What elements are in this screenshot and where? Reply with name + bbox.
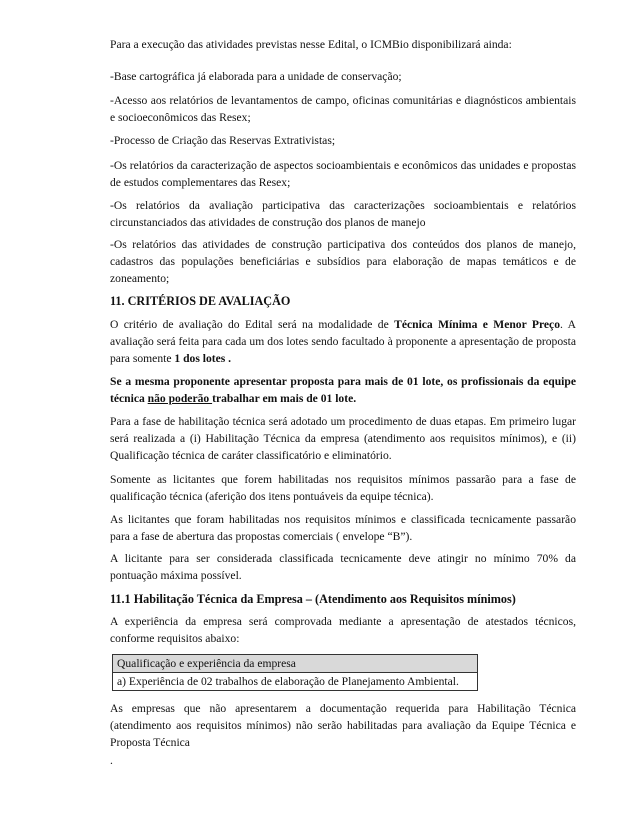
paragraph-processo: -Processo de Criação das Reservas Extrativistas; (110, 134, 336, 147)
section-heading-11-1: 11.1 Habilitação Técnica da Empresa – (Atendimento aos Requisitos mínimos) (110, 592, 516, 606)
criterio-text-a: O critério de avaliação do Edital será na modalidade de (110, 318, 395, 331)
paragraph-aviso-lote (110, 373, 576, 407)
section-heading-11: 11. CRITÉRIOS DE AVALIAÇÃO (110, 294, 291, 308)
aviso-text-a: Se a mesma proponente apresentar proposta para mais de 01 lote, os profissionais da equipe técnica (110, 375, 576, 405)
criterio-modalidade: Técnica Mínima e Menor Preço (394, 318, 560, 331)
paragraph-licitantes-habilitadas: As licitantes que foram habilitadas nos requisitos mínimos e classificada tecnicamente passarão para a fase de abertura das propostas comerciais ( envelope “B”). (110, 513, 576, 543)
criterio-lotes: 1 dos lotes . (174, 352, 232, 365)
trailing-dot: . (110, 754, 113, 767)
paragraph-pontuacao-minima: A licitante para ser considerada classificada tecnicamente deve atingir no mínimo 70% da pontuação máxima possível. (110, 552, 576, 582)
criterio-text-c: . A avaliação será feita para cada um dos lotes sendo facultado à proponente a apresentação de proposta para somente (110, 318, 576, 365)
paragraph-intro: Para a execução das atividades previstas nesse Edital, o ICMBio disponibilizará ainda: (110, 38, 512, 51)
paragraph-fase-habilitacao: Para a fase de habilitação técnica será adotado um procedimento de duas etapas. Em primeiro lugar será realizada a (i) Habilitação Técnica da empresa (atendimento aos requisitos mínimos), e (ii) Qualificação técnica de caráter classificatório e eliminatório. (110, 415, 576, 462)
aviso-text-c: trabalhar em mais de 01 lote. (212, 392, 357, 405)
paragraph-caracterizacao: -Os relatórios da caracterização de aspectos socioambientais e econômicos das unidades e propostas de estudos complementares das Resex; (110, 159, 576, 189)
paragraph-somente-licitantes: Somente as licitantes que forem habilitadas nos requisitos mínimos passarão para a fase de qualificação técnica (aferição dos itens pontuáveis da equipe técnica). (110, 473, 576, 503)
table-row (113, 673, 478, 691)
aviso-nao-poderao: não poderão (147, 392, 213, 405)
requirements-table (112, 654, 478, 691)
paragraph-criterio (110, 316, 576, 367)
paragraph-construcao: -Os relatórios das atividades de construção participativa dos conteúdos dos planos de manejo, cadastros das populações beneficiárias e subsídios para elaboração de mapas temáticos e de zoneamento; (110, 238, 576, 285)
paragraph-experiencia: A experiência da empresa será comprovada mediante a apresentação de atestados técnicos, conforme requisitos abaixo: (110, 615, 576, 645)
table-header-row (113, 655, 478, 673)
paragraph-avaliacao: -Os relatórios da avaliação participativa das caracterizações socioambientais e relatórios circunstanciados das atividades de construção dos planos de manejo (110, 199, 576, 229)
table-header-cell: Qualificação e experiência da empresa (113, 655, 478, 673)
paragraph-acesso: -Acesso aos relatórios de levantamentos de campo, oficinas comunitárias e diagnósticos ambientais e socioeconômicos das Resex; (110, 94, 576, 124)
table-cell: a) Experiência de 02 trabalhos de elaboração de Planejamento Ambiental. (113, 673, 478, 691)
paragraph-empresas-nao-habilitadas: As empresas que não apresentarem a documentação requerida para Habilitação Técnica (atendimento aos requisitos mínimos) não serão habilitadas para avaliação da Equipe Técnica e Proposta Técnica (110, 702, 576, 749)
paragraph-base-cartografica: -Base cartográfica já elaborada para a unidade de conservação; (110, 70, 402, 83)
